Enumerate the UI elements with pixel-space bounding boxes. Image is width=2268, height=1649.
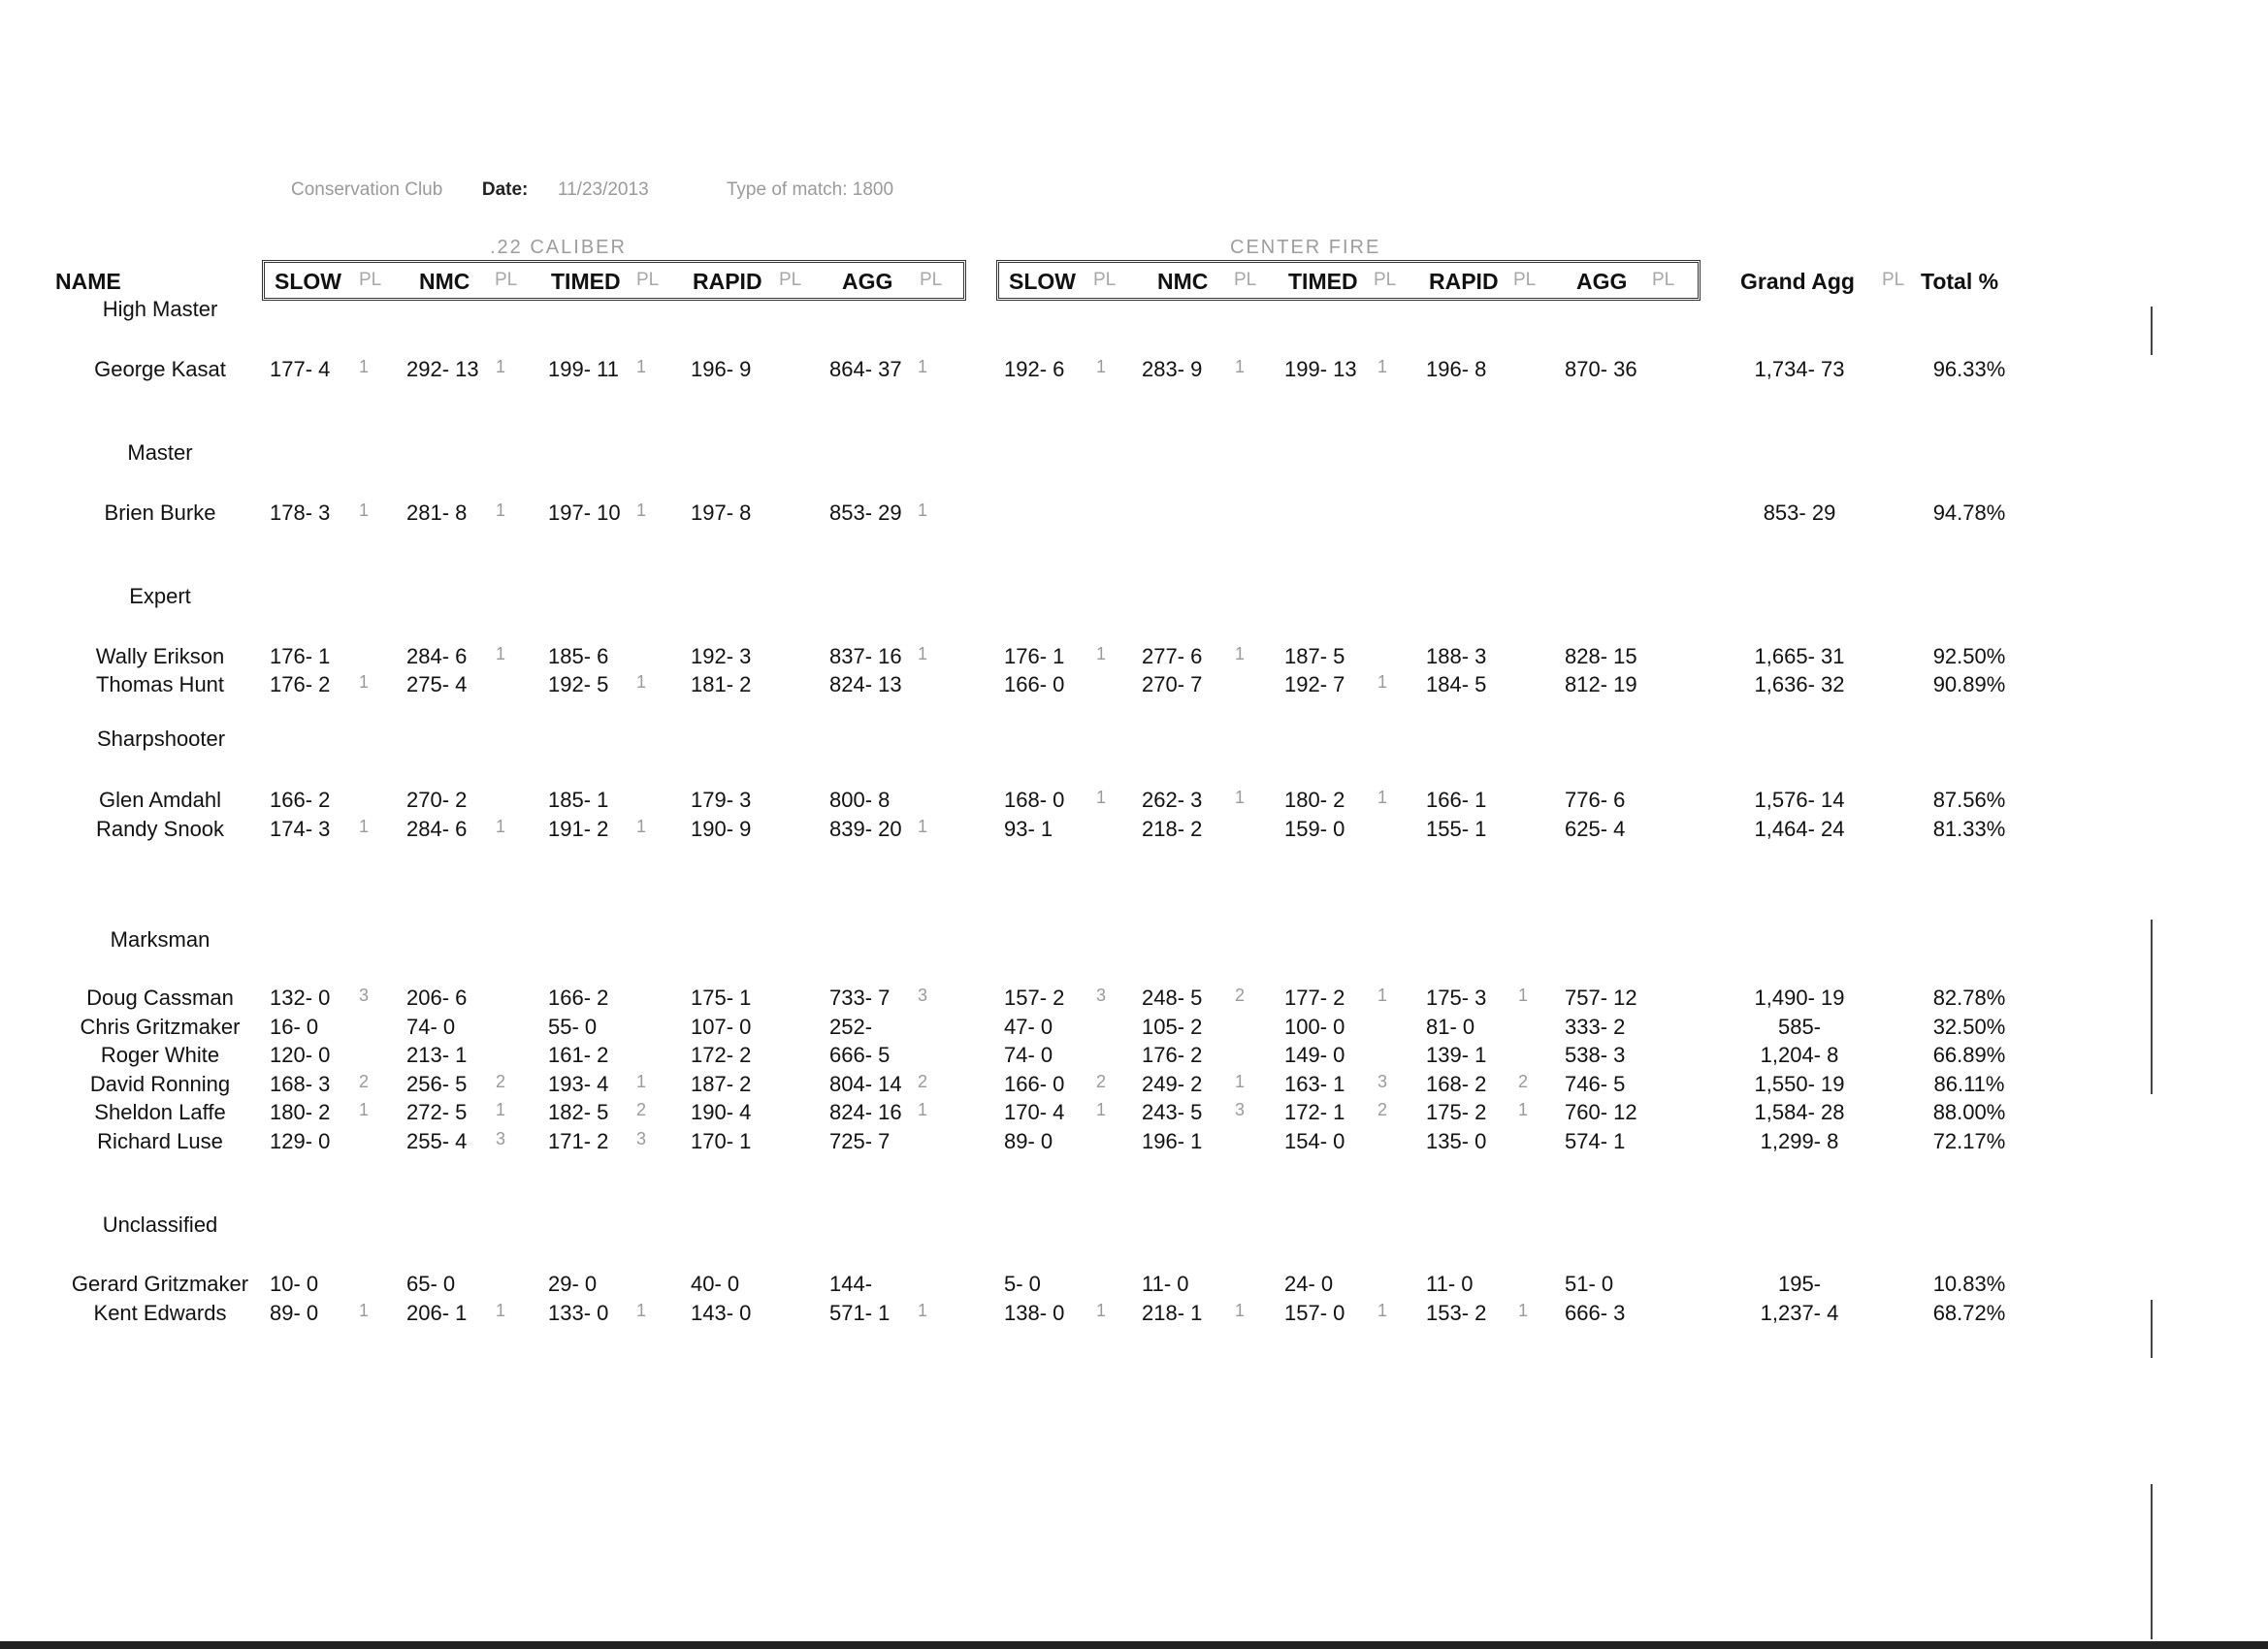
score-slow: 166- 2	[270, 788, 331, 812]
score-cnmc: 243- 5	[1142, 1100, 1203, 1124]
total-percent-value: 86.11%	[1933, 1072, 2005, 1096]
place-nmc: 1	[496, 817, 506, 836]
col-agg-pl: PL	[920, 270, 943, 290]
score-slow: 177- 4	[270, 357, 331, 381]
score-ctimed: 154- 0	[1284, 1129, 1345, 1153]
place-nmc: 3	[496, 1129, 506, 1148]
place-cslow: 1	[1096, 1100, 1107, 1119]
place-ctimed: 1	[1377, 357, 1388, 376]
col-name: NAME	[55, 269, 121, 294]
score-crapid: 175- 2	[1426, 1100, 1487, 1124]
place-timed: 2	[636, 1100, 647, 1119]
score-cslow: 170- 4	[1004, 1100, 1065, 1124]
category-high-master: High Master	[102, 297, 218, 321]
score-nmc: 206- 1	[406, 1301, 468, 1325]
category-marksman: Marksman	[110, 927, 211, 952]
score-agg: 853- 29	[829, 501, 902, 525]
score-nmc: 206- 6	[406, 986, 468, 1010]
score-cagg: 333- 2	[1565, 1015, 1626, 1039]
score-cslow: 47- 0	[1004, 1015, 1053, 1039]
grand-agg-value: 1,550- 19	[1754, 1072, 1845, 1096]
place-cslow: 2	[1096, 1072, 1107, 1091]
shooter-name: Thomas Hunt	[95, 672, 225, 696]
score-timed: 197- 10	[548, 501, 621, 525]
place-nmc: 2	[496, 1072, 506, 1091]
place-cnmc: 1	[1235, 1072, 1246, 1091]
score-slow: 132- 0	[270, 986, 331, 1010]
place-agg: 1	[918, 817, 928, 836]
score-cagg: 812- 19	[1565, 672, 1637, 696]
score-cagg: 625- 4	[1565, 817, 1626, 841]
score-crapid: 155- 1	[1426, 817, 1487, 841]
score-agg: 666- 5	[829, 1043, 891, 1067]
shooter-name: Kent Edwards	[93, 1301, 227, 1325]
place-slow: 1	[359, 672, 370, 692]
score-cslow: 166- 0	[1004, 672, 1065, 696]
score-cslow: 89- 0	[1004, 1129, 1053, 1153]
score-timed: 133- 0	[548, 1301, 609, 1325]
score-cnmc: 105- 2	[1142, 1015, 1203, 1039]
grand-agg-value: 1,237- 4	[1760, 1301, 1839, 1325]
total-percent-value: 94.78%	[1932, 501, 2006, 525]
col-cf-agg-pl: PL	[1652, 270, 1675, 290]
place-slow: 1	[359, 817, 370, 836]
place-nmc: 1	[496, 1301, 506, 1320]
caliber-group-heading: .22 CALIBER	[490, 237, 627, 258]
score-cnmc: 270- 7	[1142, 672, 1203, 696]
category-sharpshooter: Sharpshooter	[97, 727, 226, 751]
score-ctimed: 192- 7	[1284, 672, 1345, 696]
score-ctimed: 163- 1	[1284, 1072, 1345, 1096]
score-slow: 16- 0	[270, 1015, 319, 1039]
score-rapid: 192- 3	[691, 644, 752, 668]
place-nmc: 1	[496, 644, 506, 663]
margin-mark	[2151, 1300, 2153, 1358]
place-timed: 1	[636, 1072, 647, 1091]
score-ctimed: 24- 0	[1284, 1272, 1334, 1296]
score-crapid: 175- 3	[1426, 986, 1487, 1010]
score-slow: 174- 3	[270, 817, 331, 841]
place-ctimed: 2	[1377, 1100, 1388, 1119]
score-slow: 120- 0	[270, 1043, 331, 1067]
score-nmc: 284- 6	[406, 644, 468, 668]
col-total: Total %	[1921, 269, 1999, 294]
score-slow: 89- 0	[270, 1301, 319, 1325]
shooter-name: Glen Amdahl	[99, 788, 221, 812]
score-cagg: 757- 12	[1565, 986, 1637, 1010]
margin-mark	[2151, 920, 2153, 1094]
total-percent-value: 81.33%	[1932, 817, 2006, 841]
place-cnmc: 3	[1235, 1100, 1246, 1119]
score-rapid: 190- 4	[691, 1100, 752, 1124]
score-crapid: 135- 0	[1426, 1129, 1487, 1153]
score-cnmc: 262- 3	[1142, 788, 1203, 812]
place-ctimed: 1	[1377, 986, 1388, 1005]
score-slow: 178- 3	[270, 501, 331, 525]
score-rapid: 172- 2	[691, 1043, 752, 1067]
score-ctimed: 100- 0	[1284, 1015, 1345, 1039]
score-crapid: 188- 3	[1426, 644, 1487, 668]
grand-agg-value: 1,576- 14	[1754, 788, 1845, 812]
score-cnmc: 11- 0	[1142, 1272, 1189, 1296]
score-timed: 29- 0	[548, 1272, 598, 1296]
score-rapid: 197- 8	[691, 501, 752, 525]
category-expert: Expert	[129, 584, 191, 608]
grand-agg-value: 1,490- 19	[1754, 986, 1845, 1010]
place-agg: 1	[918, 1100, 928, 1119]
score-cnmc: 248- 5	[1142, 986, 1203, 1010]
place-cslow: 1	[1096, 1301, 1107, 1320]
score-agg: 824- 16	[829, 1100, 902, 1124]
score-agg: 571- 1	[829, 1301, 891, 1325]
category-master: Master	[127, 440, 193, 465]
place-cnmc: 1	[1235, 357, 1246, 376]
score-ctimed: 172- 1	[1284, 1100, 1345, 1124]
club-name: Conservation Club	[291, 179, 443, 200]
place-ctimed: 1	[1377, 1301, 1388, 1320]
score-nmc: 292- 13	[406, 357, 479, 381]
shooter-name: Doug Cassman	[86, 986, 234, 1010]
score-timed: 185- 6	[548, 644, 609, 668]
col-cf-timed: TIMED	[1288, 269, 1358, 294]
place-timed: 1	[636, 672, 647, 692]
total-percent-value: 88.00%	[1932, 1100, 2006, 1124]
grand-agg-value: 1,665- 31	[1754, 644, 1845, 668]
score-cslow: 176- 1	[1004, 644, 1065, 668]
col-cf-rapid-pl: PL	[1513, 270, 1537, 290]
grand-agg-value: 1,734- 73	[1754, 357, 1845, 381]
place-slow: 1	[359, 357, 370, 376]
total-percent-value: 72.17%	[1932, 1129, 2006, 1153]
grand-agg-value: 1,636- 32	[1754, 672, 1845, 696]
score-ctimed: 199- 13	[1284, 357, 1357, 381]
shooter-name: Roger White	[100, 1043, 220, 1067]
col-slow-pl: PL	[359, 270, 382, 290]
place-nmc: 1	[496, 1100, 506, 1119]
score-cagg: 538- 3	[1565, 1043, 1626, 1067]
score-timed: 185- 1	[548, 788, 609, 812]
margin-mark	[2151, 307, 2153, 355]
place-cslow: 3	[1096, 986, 1107, 1005]
centerfire-group-heading: CENTER FIRE	[1230, 237, 1381, 258]
score-ctimed: 177- 2	[1284, 986, 1345, 1010]
score-crapid: 166- 1	[1426, 788, 1487, 812]
header-bar	[291, 179, 893, 201]
place-agg: 3	[918, 986, 928, 1005]
place-ctimed: 3	[1377, 1072, 1388, 1091]
place-cnmc: 1	[1235, 788, 1246, 807]
place-cslow: 1	[1096, 644, 1107, 663]
score-cnmc: 249- 2	[1142, 1072, 1203, 1096]
match-type: Type of match: 1800	[726, 179, 894, 200]
score-slow: 168- 3	[270, 1072, 331, 1096]
place-crapid: 1	[1518, 1301, 1529, 1320]
shooter-name: Chris Gritzmaker	[80, 1015, 241, 1039]
total-percent-value: 32.50%	[1932, 1015, 2006, 1039]
score-agg: 837- 16	[829, 644, 902, 668]
shooter-name: Brien Burke	[104, 501, 216, 525]
date-label: Date:	[481, 179, 529, 200]
score-ctimed: 157- 0	[1284, 1301, 1345, 1325]
margin-mark	[2151, 1484, 2153, 1639]
score-rapid: 190- 9	[691, 817, 752, 841]
score-slow: 176- 2	[270, 672, 331, 696]
grand-agg-value: 1,204- 8	[1760, 1043, 1839, 1067]
col-grand-agg: Grand Agg	[1740, 269, 1855, 294]
score-rapid: 170- 1	[691, 1129, 752, 1153]
place-crapid: 1	[1518, 986, 1529, 1005]
score-nmc: 284- 6	[406, 817, 468, 841]
col-agg: AGG	[842, 269, 893, 294]
place-agg: 1	[918, 357, 928, 376]
score-nmc: 255- 4	[406, 1129, 468, 1153]
score-agg: 824- 13	[829, 672, 902, 696]
total-percent-value: 96.33%	[1932, 357, 2006, 381]
score-agg: 864- 37	[829, 357, 902, 381]
score-rapid: 187- 2	[691, 1072, 752, 1096]
score-crapid: 81- 0	[1426, 1015, 1475, 1039]
score-rapid: 40- 0	[691, 1272, 740, 1296]
shooter-name: Gerard Gritzmaker	[71, 1272, 249, 1296]
grand-agg-value: 1,299- 8	[1760, 1129, 1839, 1153]
score-crapid: 168- 2	[1426, 1072, 1487, 1096]
score-cslow: 168- 0	[1004, 788, 1065, 812]
score-agg: 144-	[829, 1272, 873, 1296]
grand-agg-value: 585-	[1777, 1015, 1822, 1039]
place-nmc: 1	[496, 357, 506, 376]
score-timed: 191- 2	[548, 817, 609, 841]
score-crapid: 196- 8	[1426, 357, 1487, 381]
total-percent-value: 66.89%	[1932, 1043, 2006, 1067]
score-ctimed: 149- 0	[1284, 1043, 1345, 1067]
category-unclassified: Unclassified	[102, 1212, 218, 1237]
place-timed: 1	[636, 817, 647, 836]
col-cf-nmc-pl: PL	[1234, 270, 1257, 290]
col-cf-slow: SLOW	[1009, 269, 1076, 294]
shooter-name: George Kasat	[94, 357, 226, 381]
score-cnmc: 283- 9	[1142, 357, 1203, 381]
score-cagg: 746- 5	[1565, 1072, 1626, 1096]
score-nmc: 281- 8	[406, 501, 468, 525]
total-percent-value: 90.89%	[1932, 672, 2006, 696]
score-crapid: 184- 5	[1426, 672, 1487, 696]
place-slow: 1	[359, 1301, 370, 1320]
total-percent-value: 82.78%	[1932, 986, 2006, 1010]
shooter-name: Sheldon Laffe	[94, 1100, 226, 1124]
score-cagg: 828- 15	[1565, 644, 1637, 668]
shooter-name: Richard Luse	[97, 1129, 223, 1153]
grand-agg-value: 1,584- 28	[1754, 1100, 1845, 1124]
place-cnmc: 1	[1235, 644, 1246, 663]
score-crapid: 153- 2	[1426, 1301, 1487, 1325]
score-nmc: 270- 2	[406, 788, 468, 812]
col-rapid-pl: PL	[779, 270, 802, 290]
score-slow: 180- 2	[270, 1100, 331, 1124]
place-ctimed: 1	[1377, 788, 1388, 807]
col-timed-pl: PL	[636, 270, 660, 290]
total-percent-value: 92.50%	[1932, 644, 2006, 668]
score-cagg: 574- 1	[1565, 1129, 1626, 1153]
place-agg: 2	[918, 1072, 928, 1091]
score-rapid: 143- 0	[691, 1301, 752, 1325]
score-slow: 129- 0	[270, 1129, 331, 1153]
score-nmc: 213- 1	[406, 1043, 468, 1067]
score-ctimed: 187- 5	[1284, 644, 1345, 668]
score-rapid: 196- 9	[691, 357, 752, 381]
place-slow: 1	[359, 501, 370, 520]
col-nmc-pl: PL	[495, 270, 518, 290]
score-agg: 252-	[829, 1015, 873, 1039]
col-slow: SLOW	[275, 269, 341, 294]
score-cslow: 157- 2	[1004, 986, 1065, 1010]
score-cslow: 93- 1	[1004, 817, 1053, 841]
score-nmc: 256- 5	[406, 1072, 468, 1096]
score-cnmc: 176- 2	[1142, 1043, 1203, 1067]
place-cslow: 1	[1096, 788, 1107, 807]
score-agg: 839- 20	[829, 817, 902, 841]
place-agg: 1	[918, 644, 928, 663]
score-agg: 725- 7	[829, 1129, 891, 1153]
shooter-name: Wally Erikson	[95, 644, 225, 668]
place-slow: 1	[359, 1100, 370, 1119]
score-cslow: 192- 6	[1004, 357, 1065, 381]
col-rapid: RAPID	[693, 269, 762, 294]
shooter-name: David Ronning	[89, 1072, 231, 1096]
score-agg: 800- 8	[829, 788, 891, 812]
score-cslow: 74- 0	[1004, 1043, 1053, 1067]
score-cagg: 776- 6	[1565, 788, 1626, 812]
score-cagg: 666- 3	[1565, 1301, 1626, 1325]
score-rapid: 175- 1	[691, 986, 752, 1010]
col-cf-agg: AGG	[1576, 269, 1628, 294]
total-percent-value: 68.72%	[1932, 1301, 2006, 1325]
col-cf-timed-pl: PL	[1374, 270, 1397, 290]
score-cnmc: 218- 1	[1142, 1301, 1203, 1325]
score-cslow: 138- 0	[1004, 1301, 1065, 1325]
score-rapid: 179- 3	[691, 788, 752, 812]
score-slow: 10- 0	[270, 1272, 319, 1296]
grand-agg-value: 1,464- 24	[1754, 817, 1845, 841]
score-cagg: 870- 36	[1565, 357, 1637, 381]
total-percent-value: 87.56%	[1932, 788, 2006, 812]
col-nmc: NMC	[419, 269, 470, 294]
score-timed: 171- 2	[548, 1129, 609, 1153]
col-cf-rapid: RAPID	[1429, 269, 1499, 294]
score-slow: 176- 1	[270, 644, 331, 668]
grand-agg-value: 853- 29	[1763, 501, 1836, 525]
score-ctimed: 159- 0	[1284, 817, 1345, 841]
place-timed: 1	[636, 1301, 647, 1320]
score-cagg: 51- 0	[1565, 1272, 1614, 1296]
score-cslow: 166- 0	[1004, 1072, 1065, 1096]
place-slow: 2	[359, 1072, 370, 1091]
place-agg: 1	[918, 501, 928, 520]
col-cf-slow-pl: PL	[1093, 270, 1117, 290]
place-nmc: 1	[496, 501, 506, 520]
score-timed: 161- 2	[548, 1043, 609, 1067]
score-timed: 55- 0	[548, 1015, 598, 1039]
score-timed: 199- 11	[548, 357, 619, 381]
score-cnmc: 277- 6	[1142, 644, 1203, 668]
score-agg: 733- 7	[829, 986, 891, 1010]
score-agg: 804- 14	[829, 1072, 902, 1096]
place-timed: 1	[636, 357, 647, 376]
score-ctimed: 180- 2	[1284, 788, 1345, 812]
col-grand-pl: PL	[1882, 270, 1905, 290]
place-cslow: 1	[1096, 357, 1107, 376]
date-value: 11/23/2013	[557, 179, 649, 200]
score-timed: 182- 5	[548, 1100, 609, 1124]
score-cagg: 760- 12	[1565, 1100, 1637, 1124]
place-timed: 3	[636, 1129, 647, 1148]
col-timed: TIMED	[551, 269, 621, 294]
shooter-name: Randy Snook	[95, 817, 225, 841]
place-ctimed: 1	[1377, 672, 1388, 692]
score-nmc: 65- 0	[406, 1272, 456, 1296]
grand-agg-value: 195-	[1777, 1272, 1822, 1296]
score-crapid: 139- 1	[1426, 1043, 1487, 1067]
place-crapid: 2	[1518, 1072, 1529, 1091]
score-nmc: 74- 0	[406, 1015, 456, 1039]
score-nmc: 272- 5	[406, 1100, 468, 1124]
place-crapid: 1	[1518, 1100, 1529, 1119]
score-rapid: 181- 2	[691, 672, 752, 696]
place-cnmc: 1	[1235, 1301, 1246, 1320]
col-cf-nmc: NMC	[1157, 269, 1209, 294]
score-crapid: 11- 0	[1426, 1272, 1474, 1296]
score-timed: 193- 4	[548, 1072, 609, 1096]
place-timed: 1	[636, 501, 647, 520]
score-cnmc: 218- 2	[1142, 817, 1203, 841]
score-rapid: 107- 0	[691, 1015, 752, 1039]
place-agg: 1	[918, 1301, 928, 1320]
page-bottom-edge	[0, 1641, 2268, 1649]
score-cnmc: 196- 1	[1142, 1129, 1203, 1153]
total-percent-value: 10.83%	[1932, 1272, 2006, 1296]
score-cslow: 5- 0	[1004, 1272, 1041, 1296]
score-timed: 166- 2	[548, 986, 609, 1010]
score-nmc: 275- 4	[406, 672, 468, 696]
place-cnmc: 2	[1235, 986, 1246, 1005]
place-slow: 3	[359, 986, 370, 1005]
score-timed: 192- 5	[548, 672, 609, 696]
